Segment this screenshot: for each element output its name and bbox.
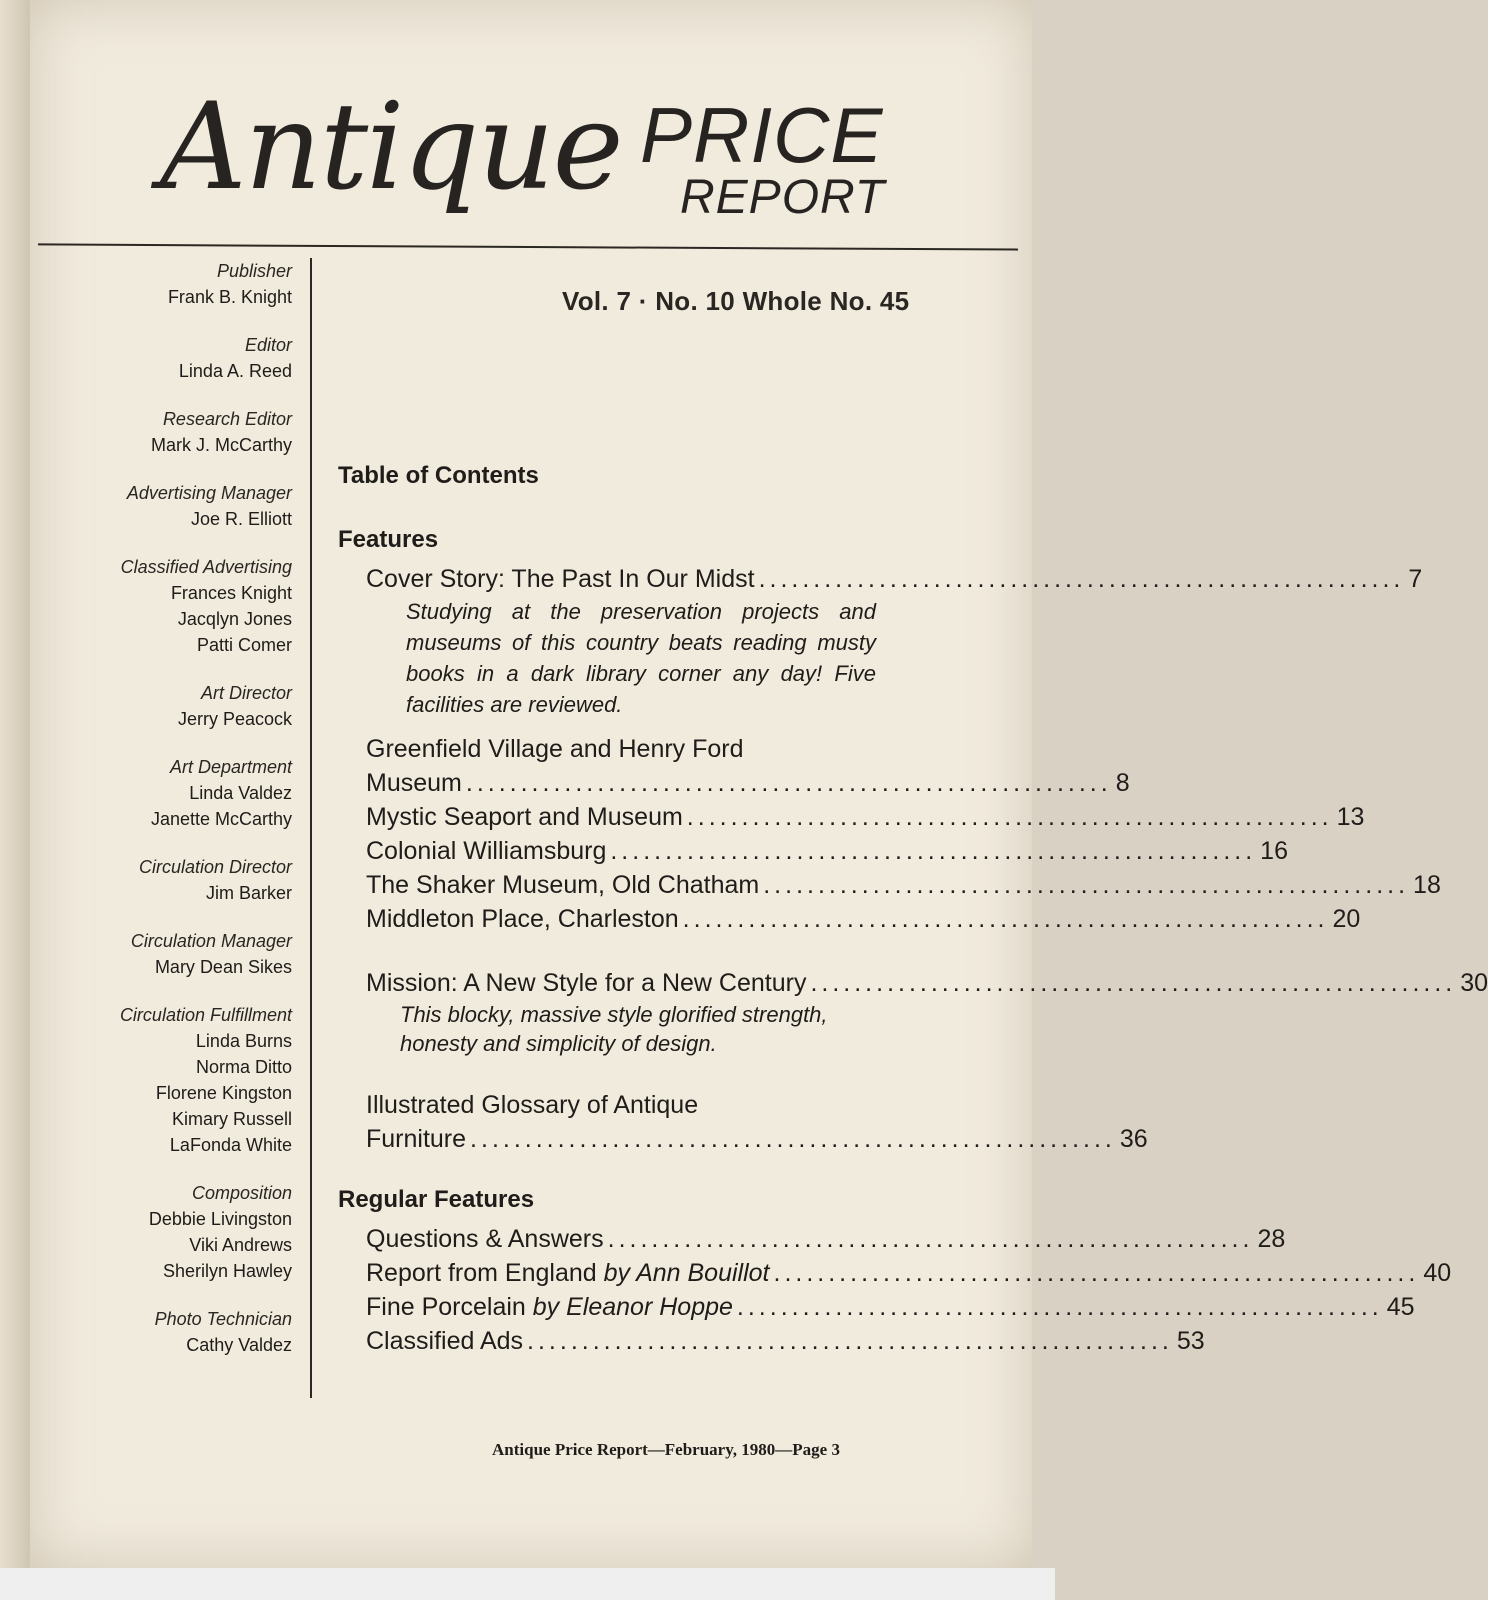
staff-group [60,854,292,906]
staff-role: Research Editor [162,409,292,429]
magazine-spine [0,0,32,1600]
toc-entry-page: 53 [1176,1327,1205,1355]
toc-entry-page: 13 [1336,803,1365,831]
staff-name: Linda A. Reed [178,361,292,381]
staff-name: Patti Comer [196,635,292,655]
toc-entry-greenfield-line1[interactable]: Greenfield Village and Henry Ford [366,735,744,763]
staff-name: Jerry Peacock [177,709,292,729]
leader-dots: ........................................................... [610,837,1257,865]
toc-entry-byline: by Ann Bouillot [603,1259,770,1287]
toc-entry-title: Cover Story: The Past In Our Midst [366,565,755,593]
staff-group [60,554,292,658]
staff-name: Jim Barker [205,883,292,903]
staff-group [60,1002,292,1158]
staff-name: Cathy Valdez [186,1335,292,1355]
staff-name: Frank B. Knight [167,287,292,307]
staff-role: Circulation Fulfillment [119,1005,292,1025]
staff-name: Florene Kingston [155,1083,292,1103]
toc-entry-page: 20 [1332,905,1361,933]
masthead-antique: Antique [160,78,622,217]
toc-entry-page: 30 [1460,969,1488,997]
staff-name: Frances Knight [170,583,292,603]
toc-entry-title: Furniture [366,1125,467,1153]
masthead-price: PRICE [640,91,884,179]
staff-name: Joe R. Elliott [190,509,292,529]
toc-entry-title: Fine Porcelain [366,1293,526,1321]
leader-dots: ........................................................... [470,1125,1116,1153]
toc-entry-page: 8 [1115,769,1130,797]
toc-entry-classified[interactable] [366,1324,1205,1358]
staff-group [60,406,292,458]
staff-role: Publisher [216,261,292,281]
staff-group [60,332,292,384]
toc-entry-middleton[interactable] [366,902,1361,936]
staff-role: Advertising Manager [126,483,292,503]
toc-entry-glossary-line1[interactable]: Illustrated Glossary of Antique [366,1091,699,1119]
staff-name: Linda Burns [195,1031,292,1051]
staff-role: Photo Technician [154,1309,292,1329]
staff-group [60,680,292,732]
toc-entry-title: Mystic Seaport and Museum [366,803,683,831]
leader-dots: ........................................................... [763,871,1410,899]
leader-dots: ........................................................... [686,803,1333,831]
leader-dots: ........................................................... [465,769,1112,797]
staff-name: Mary Dean Sikes [154,957,292,977]
toc-title: Table of Contents [338,462,539,489]
staff-group [60,258,292,310]
toc-entry-page: 36 [1119,1125,1148,1153]
staff-name: Jacqlyn Jones [177,609,292,629]
toc-entry-title: Questions & Answers [366,1225,604,1253]
toc-entry-title: Classified Ads [366,1327,524,1355]
staff-role: Circulation Manager [130,931,292,951]
staff-role: Editor [244,335,292,355]
page-footer: Antique Price Report—February, 1980—Page 3 [492,1440,840,1459]
toc-entry-greenfield[interactable] [366,766,1130,800]
toc-entry-byline: by Eleanor Hoppe [532,1293,733,1321]
cover-description: Studying at the preservation projects and museums of this country beats reading musty books in a dark library corner any day! Five facilities are reviewed. [406,599,876,717]
toc-entry-mystic[interactable] [366,800,1365,834]
leader-dots: ........................................................... [682,905,1329,933]
staff-name: Kimary Russell [171,1109,292,1129]
staff-role: Classified Advertising [120,557,292,577]
staff-role: Circulation Director [138,857,292,877]
mission-description: This blocky, massive style glorified strength, honesty and simplicity of design. [400,1002,828,1056]
staff-role: Art Director [200,683,292,703]
toc-entry-cover[interactable] [366,562,1423,596]
staff-name: Mark J. McCarthy [150,435,292,455]
toc-entry-glossary[interactable] [366,1122,1148,1156]
scan-background [0,1568,1055,1600]
toc-entry-page: 7 [1408,565,1423,593]
toc-entry-page: 16 [1260,837,1288,865]
staff-group [60,754,292,832]
table-of-contents [330,462,1488,1358]
toc-entry-title: Middleton Place, Charleston [366,905,679,933]
toc-entry-colonial[interactable] [366,834,1288,868]
staff-name: Norma Ditto [195,1057,292,1077]
toc-entry-title: Museum [366,769,462,797]
staff-name: Sherilyn Hawley [162,1261,292,1281]
staff-role: Art Department [169,757,292,777]
leader-dots: ........................................................... [758,565,1405,593]
toc-entry-page: 45 [1386,1293,1415,1321]
toc-entry-england[interactable] [366,1256,1452,1290]
toc-entry-shaker[interactable] [366,868,1441,902]
staff-name: LaFonda White [169,1135,292,1155]
toc-entry-mission[interactable] [366,966,1488,1000]
leader-dots: ........................................................... [527,1327,1173,1355]
toc-entry-title: The Shaker Museum, Old Chatham [366,871,760,899]
masthead-logo [160,70,900,240]
toc-entry-page: 28 [1257,1225,1286,1253]
leader-dots: ........................................................... [607,1225,1254,1253]
issue-number: Vol. 7 · No. 10 Whole No. 45 [562,286,910,316]
staff-group [60,1180,292,1284]
regular-features-heading: Regular Features [338,1186,535,1213]
staff-listing [60,258,292,1380]
toc-entry-qa[interactable] [366,1222,1286,1256]
features-heading: Features [338,526,439,553]
toc-entry-title: Colonial Williamsburg [366,837,607,865]
toc-entry-page: 40 [1423,1259,1452,1287]
toc-entry-title: Mission: A New Style for a New Century [366,969,807,997]
toc-entry-page: 18 [1413,871,1441,899]
leader-dots: ........................................................... [736,1293,1383,1321]
staff-group [60,480,292,532]
staff-group [60,928,292,980]
toc-entry-title: Report from England [366,1259,597,1287]
column-divider [310,258,312,1398]
staff-name: Viki Andrews [189,1235,292,1255]
leader-dots: ........................................................... [810,969,1457,997]
staff-role: Composition [191,1183,292,1203]
staff-name: Linda Valdez [189,783,292,803]
toc-entry-porcelain[interactable] [366,1290,1415,1324]
staff-name: Janette McCarthy [150,809,292,829]
masthead-report: REPORT [680,171,886,224]
leader-dots: ........................................................... [773,1259,1420,1287]
staff-group [60,1306,292,1358]
staff-name: Debbie Livingston [148,1209,292,1229]
